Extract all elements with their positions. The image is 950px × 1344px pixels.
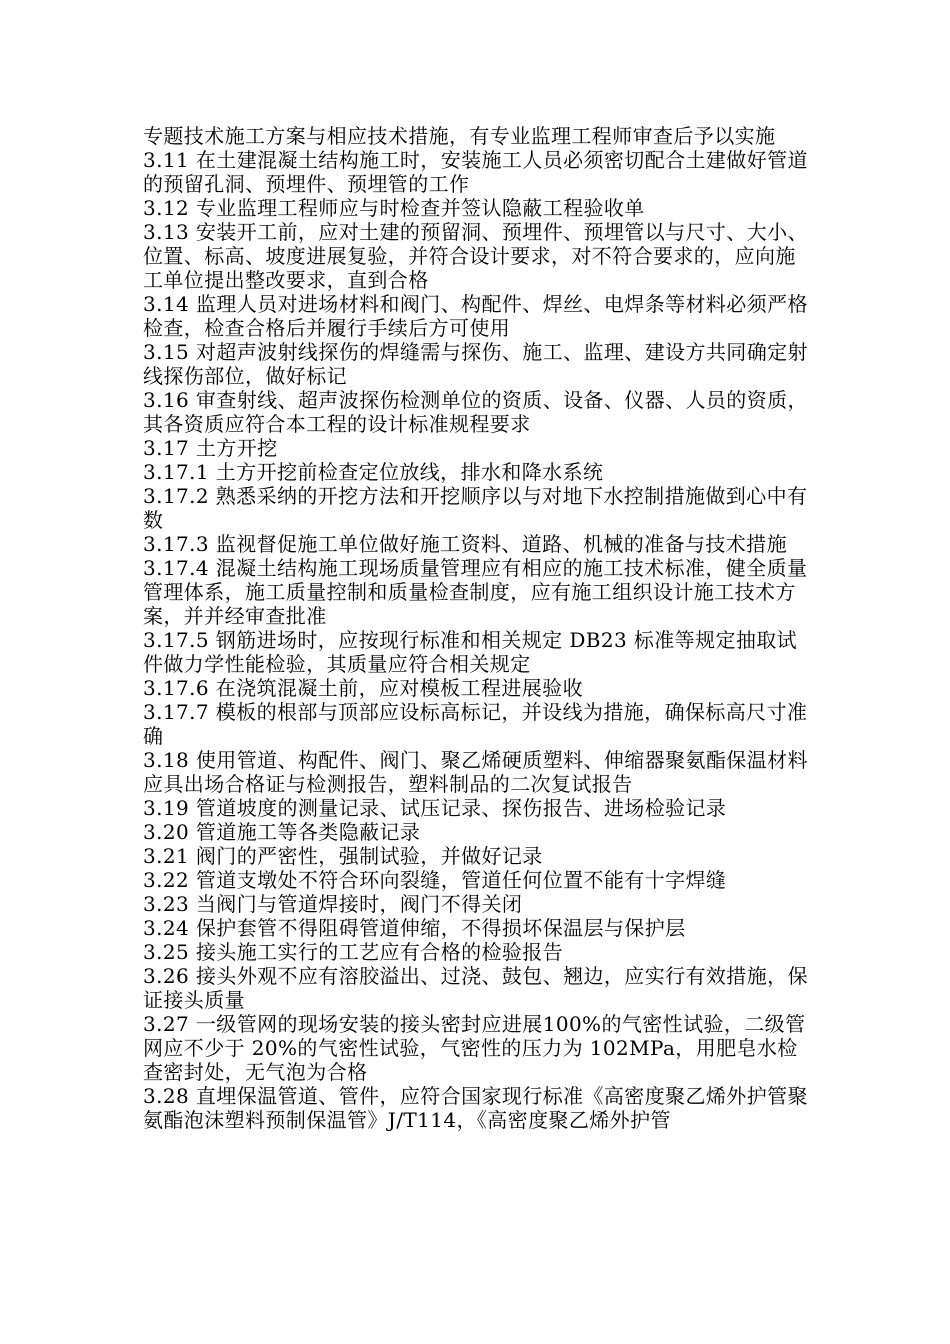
paragraph: 3.17 土方开挖 — [143, 436, 278, 460]
paragraph: 3.19 管道坡度的测量记录、试压记录、探伤报告、进场检验记录 — [143, 796, 727, 820]
paragraph: 3.25 接头施工实行的工艺应有合格的检验报告 — [143, 940, 564, 964]
paragraph: 3.12 专业监理工程师应与时检查并签认隐蔽工程验收单 — [143, 196, 645, 220]
paragraph: 3.18 使用管道、构配件、阀门、聚乙烯硬质塑料、伸缩器聚氨酯保温材料应具出场合格证与检测报告，塑料制品的二次复试报告 — [143, 748, 808, 796]
paragraph: 3.20 管道施工等各类隐蔽记录 — [143, 820, 421, 844]
paragraph: 3.28 直埋保温管道、管件，应符合国家现行标准《高密度聚乙烯外护管聚氨酯泡沫塑料预制保温管》J/T114，《高密度聚乙烯外护管 — [143, 1084, 808, 1132]
paragraph: 3.17.7 模板的根部与顶部应设标高标记，并设线为措施，确保标高尺寸准确 — [143, 700, 808, 748]
paragraph: 3.17.1 土方开挖前检查定位放线，排水和降水系统 — [143, 460, 604, 484]
paragraph: 3.17.4 混凝土结构施工现场质量管理应有相应的施工技术标准，健全质量管理体系，施工质量控制和质量检查制度，应有施工组织设计施工技术方案，并并经审查批准 — [143, 556, 808, 628]
paragraph: 3.24 保护套管不得阻碍管道伸缩，不得损坏保温层与保护层 — [143, 916, 686, 940]
paragraph: 3.26 接头外观不应有溶胶溢出、过浇、鼓包、翘边，应实行有效措施，保证接头质量 — [143, 964, 808, 1012]
paragraph: 3.22 管道支墩处不符合环向裂缝，管道任何位置不能有十字焊缝 — [143, 868, 727, 892]
paragraph: 3.21 阀门的严密性，强制试验，并做好记录 — [143, 844, 543, 868]
paragraph: 3.17.3 监视督促施工单位做好施工资料、道路、机械的准备与技术措施 — [143, 532, 787, 556]
paragraph: 专题技术施工方案与相应技术措施，有专业监理工程师审查后予以实施 — [143, 124, 776, 148]
paragraph: 3.17.5 钢筋进场时，应按现行标准和相关规定 DB23 标准等规定抽取试件做力学性能检验，其质量应符合相关规定 — [143, 628, 798, 676]
paragraph: 3.17.6 在浇筑混凝土前，应对模板工程进展验收 — [143, 676, 583, 700]
paragraph: 3.15 对超声波射线探伤的焊缝需与探伤、施工、监理、建设方共同确定射线探伤部位，做好标记 — [143, 340, 808, 388]
paragraph: 3.11 在土建混凝土结构施工时，安装施工人员必须密切配合土建做好管道的预留孔洞、预埋件、预埋管的工作 — [143, 148, 808, 196]
paragraph: 3.23 当阀门与管道焊接时，阀门不得关闭 — [143, 892, 523, 916]
paragraph: 3.17.2 熟悉采纳的开挖方法和开挖顺序以与对地下水控制措施做到心中有数 — [143, 484, 808, 532]
paragraph: 3.14 监理人员对进场材料和阀门、构配件、焊丝、电焊条等材料必须严格检查，检查合格后并履行手续后方可使用 — [143, 292, 808, 340]
paragraph: 3.13 安装开工前，应对土建的预留洞、预埋件、预埋管以与尺寸、大小、位置、标高、坡度进展复验，并符合设计要求，对不符合要求的，应向施工单位提出整改要求，直到合格 — [143, 220, 808, 292]
paragraph: 3.16 审查射线、超声波探伤检测单位的资质、设备、仪器、人员的资质，其各资质应符合本工程的设计标准规程要求 — [143, 388, 808, 436]
document-body — [143, 124, 811, 1132]
paragraph: 3.27 一级管网的现场安装的接头密封应进展100%的气密性试验，二级管网应不少于 20%的气密性试验，气密性的压力为 102MPa，用肥皂水检查密封处，无气泡为合格 — [143, 1012, 806, 1084]
